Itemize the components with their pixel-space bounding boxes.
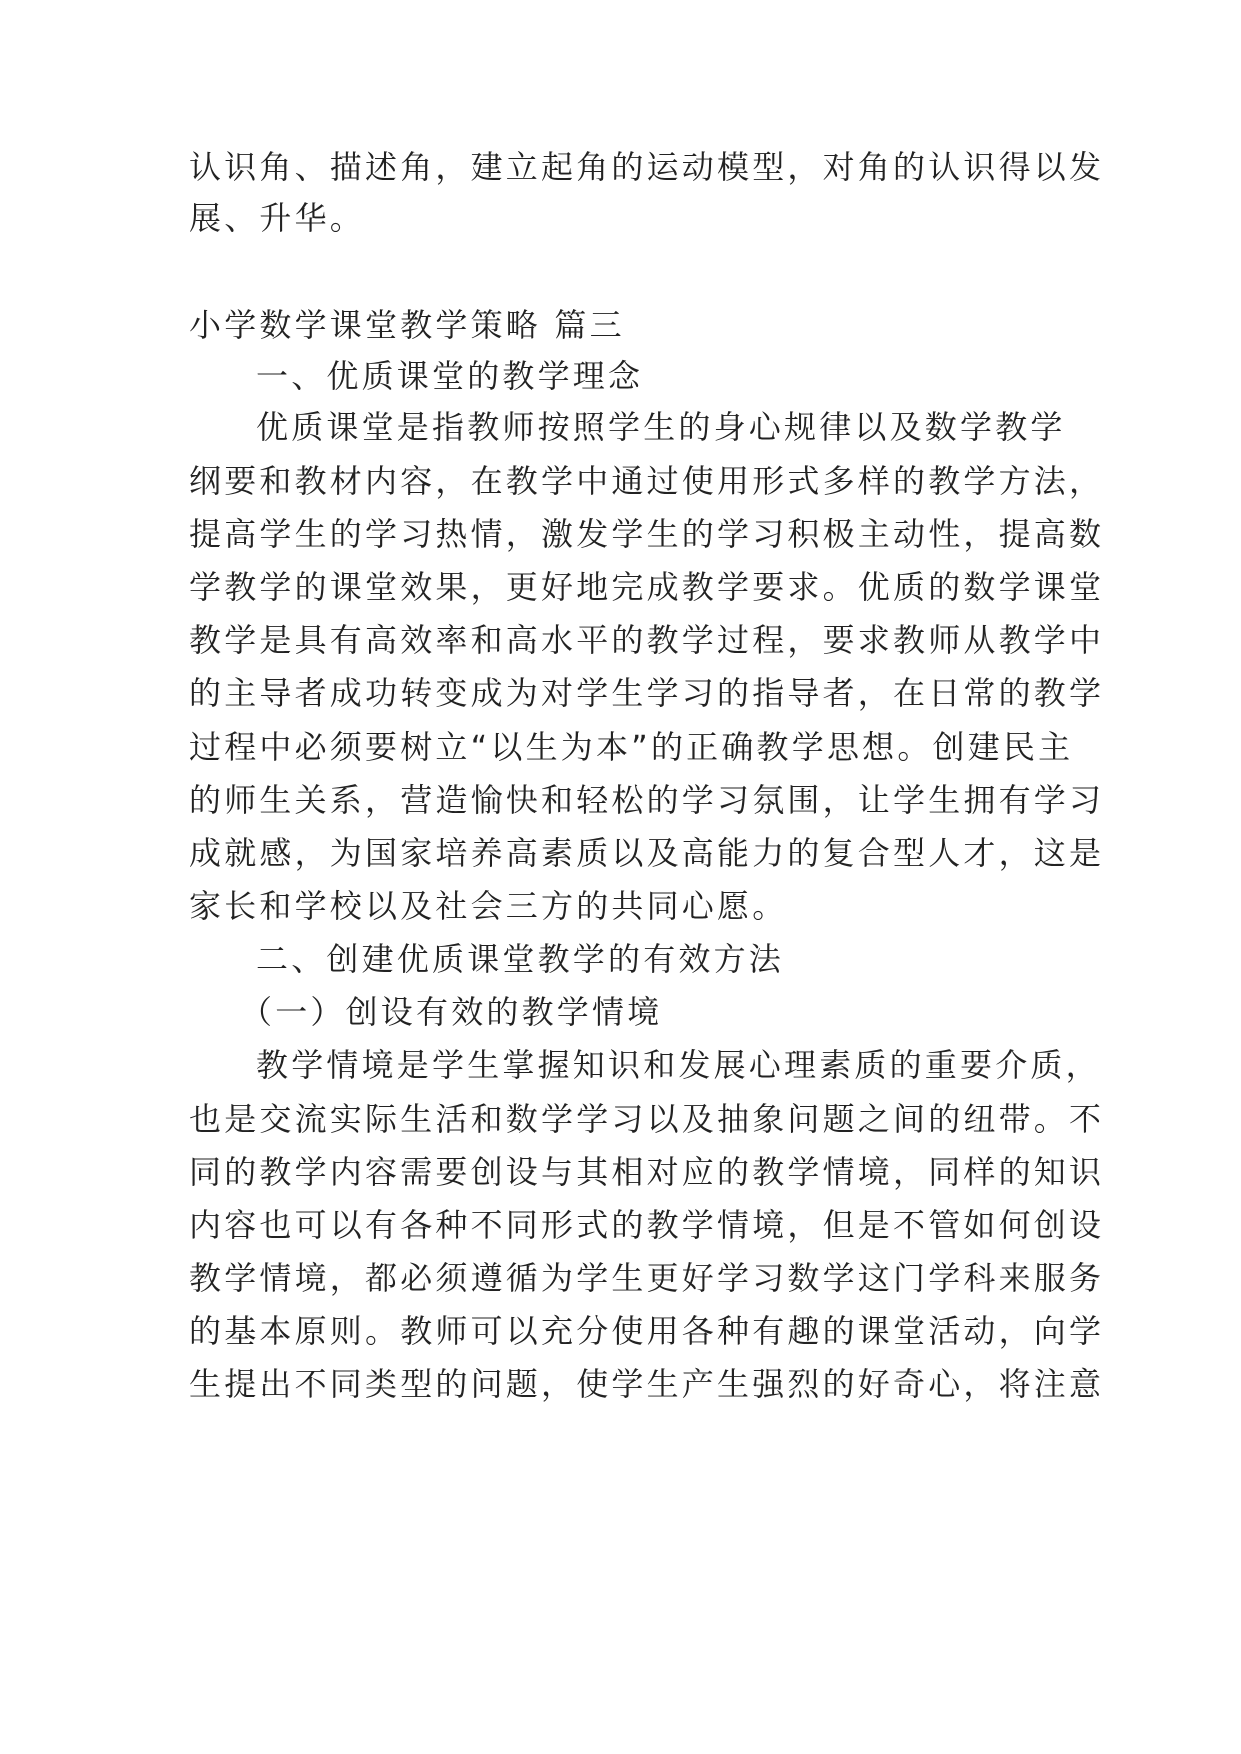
paragraph-1-line-9: 成就感，为国家培养高素质以及高能力的复合型人才，这是 <box>189 834 1105 872</box>
paragraph-2-line-7: 生提出不同类型的问题，使学生产生强烈的好奇心，将注意 <box>189 1365 1105 1403</box>
paragraph-1-line-1: 优质课堂是指教师按照学生的身心规律以及数学教学 <box>256 408 1066 446</box>
intro-line-1: 认识角、描述角，建立起角的运动模型，对角的认识得以发 <box>189 148 1105 186</box>
heading-1: 一、优质课堂的教学理念 <box>256 357 644 395</box>
paragraph-2-line-6: 的基本原则。教师可以充分使用各种有趣的课堂活动，向学 <box>189 1312 1105 1350</box>
paragraph-2-line-3: 同的教学内容需要创设与其相对应的教学情境，同样的知识 <box>189 1153 1105 1191</box>
paragraph-1-line-6: 的主导者成功转变成为对学生学习的指导者，在日常的教学 <box>189 674 1105 712</box>
intro-line-2: 展、升华。 <box>189 199 366 237</box>
heading-2: 二、创建优质课堂教学的有效方法 <box>256 940 785 978</box>
paragraph-1-line-2: 纲要和教材内容，在教学中通过使用形式多样的教学方法， <box>189 462 1105 500</box>
paragraph-1-line-5: 教学是具有高效率和高水平的教学过程，要求教师从教学中 <box>189 621 1105 659</box>
paragraph-2-line-5: 教学情境，都必须遵循为学生更好学习数学这门学科来服务 <box>189 1259 1105 1297</box>
paragraph-2-line-2: 也是交流实际生活和数学学习以及抽象问题之间的纽带。不 <box>189 1100 1105 1138</box>
section-title: 小学数学课堂教学策略 篇三 <box>189 306 625 344</box>
paragraph-2-line-4: 内容也可以有各种不同形式的教学情境，但是不管如何创设 <box>189 1206 1105 1244</box>
paragraph-1-line-10: 家长和学校以及社会三方的共同心愿。 <box>189 887 788 925</box>
paragraph-2-line-1: 教学情境是学生掌握知识和发展心理素质的重要介质， <box>256 1046 1101 1084</box>
heading-2-1: （一）创设有效的教学情境 <box>240 993 663 1031</box>
paragraph-1-line-7: 过程中必须要树立“以生为本”的正确教学思想。创建民主 <box>189 728 1074 766</box>
paragraph-1-line-8: 的师生关系，营造愉快和轻松的学习氛围，让学生拥有学习 <box>189 781 1105 819</box>
paragraph-1-line-4: 学教学的课堂效果，更好地完成教学要求。优质的数学课堂 <box>189 568 1105 606</box>
paragraph-1-line-3: 提高学生的学习热情，激发学生的学习积极主动性，提高数 <box>189 515 1105 553</box>
